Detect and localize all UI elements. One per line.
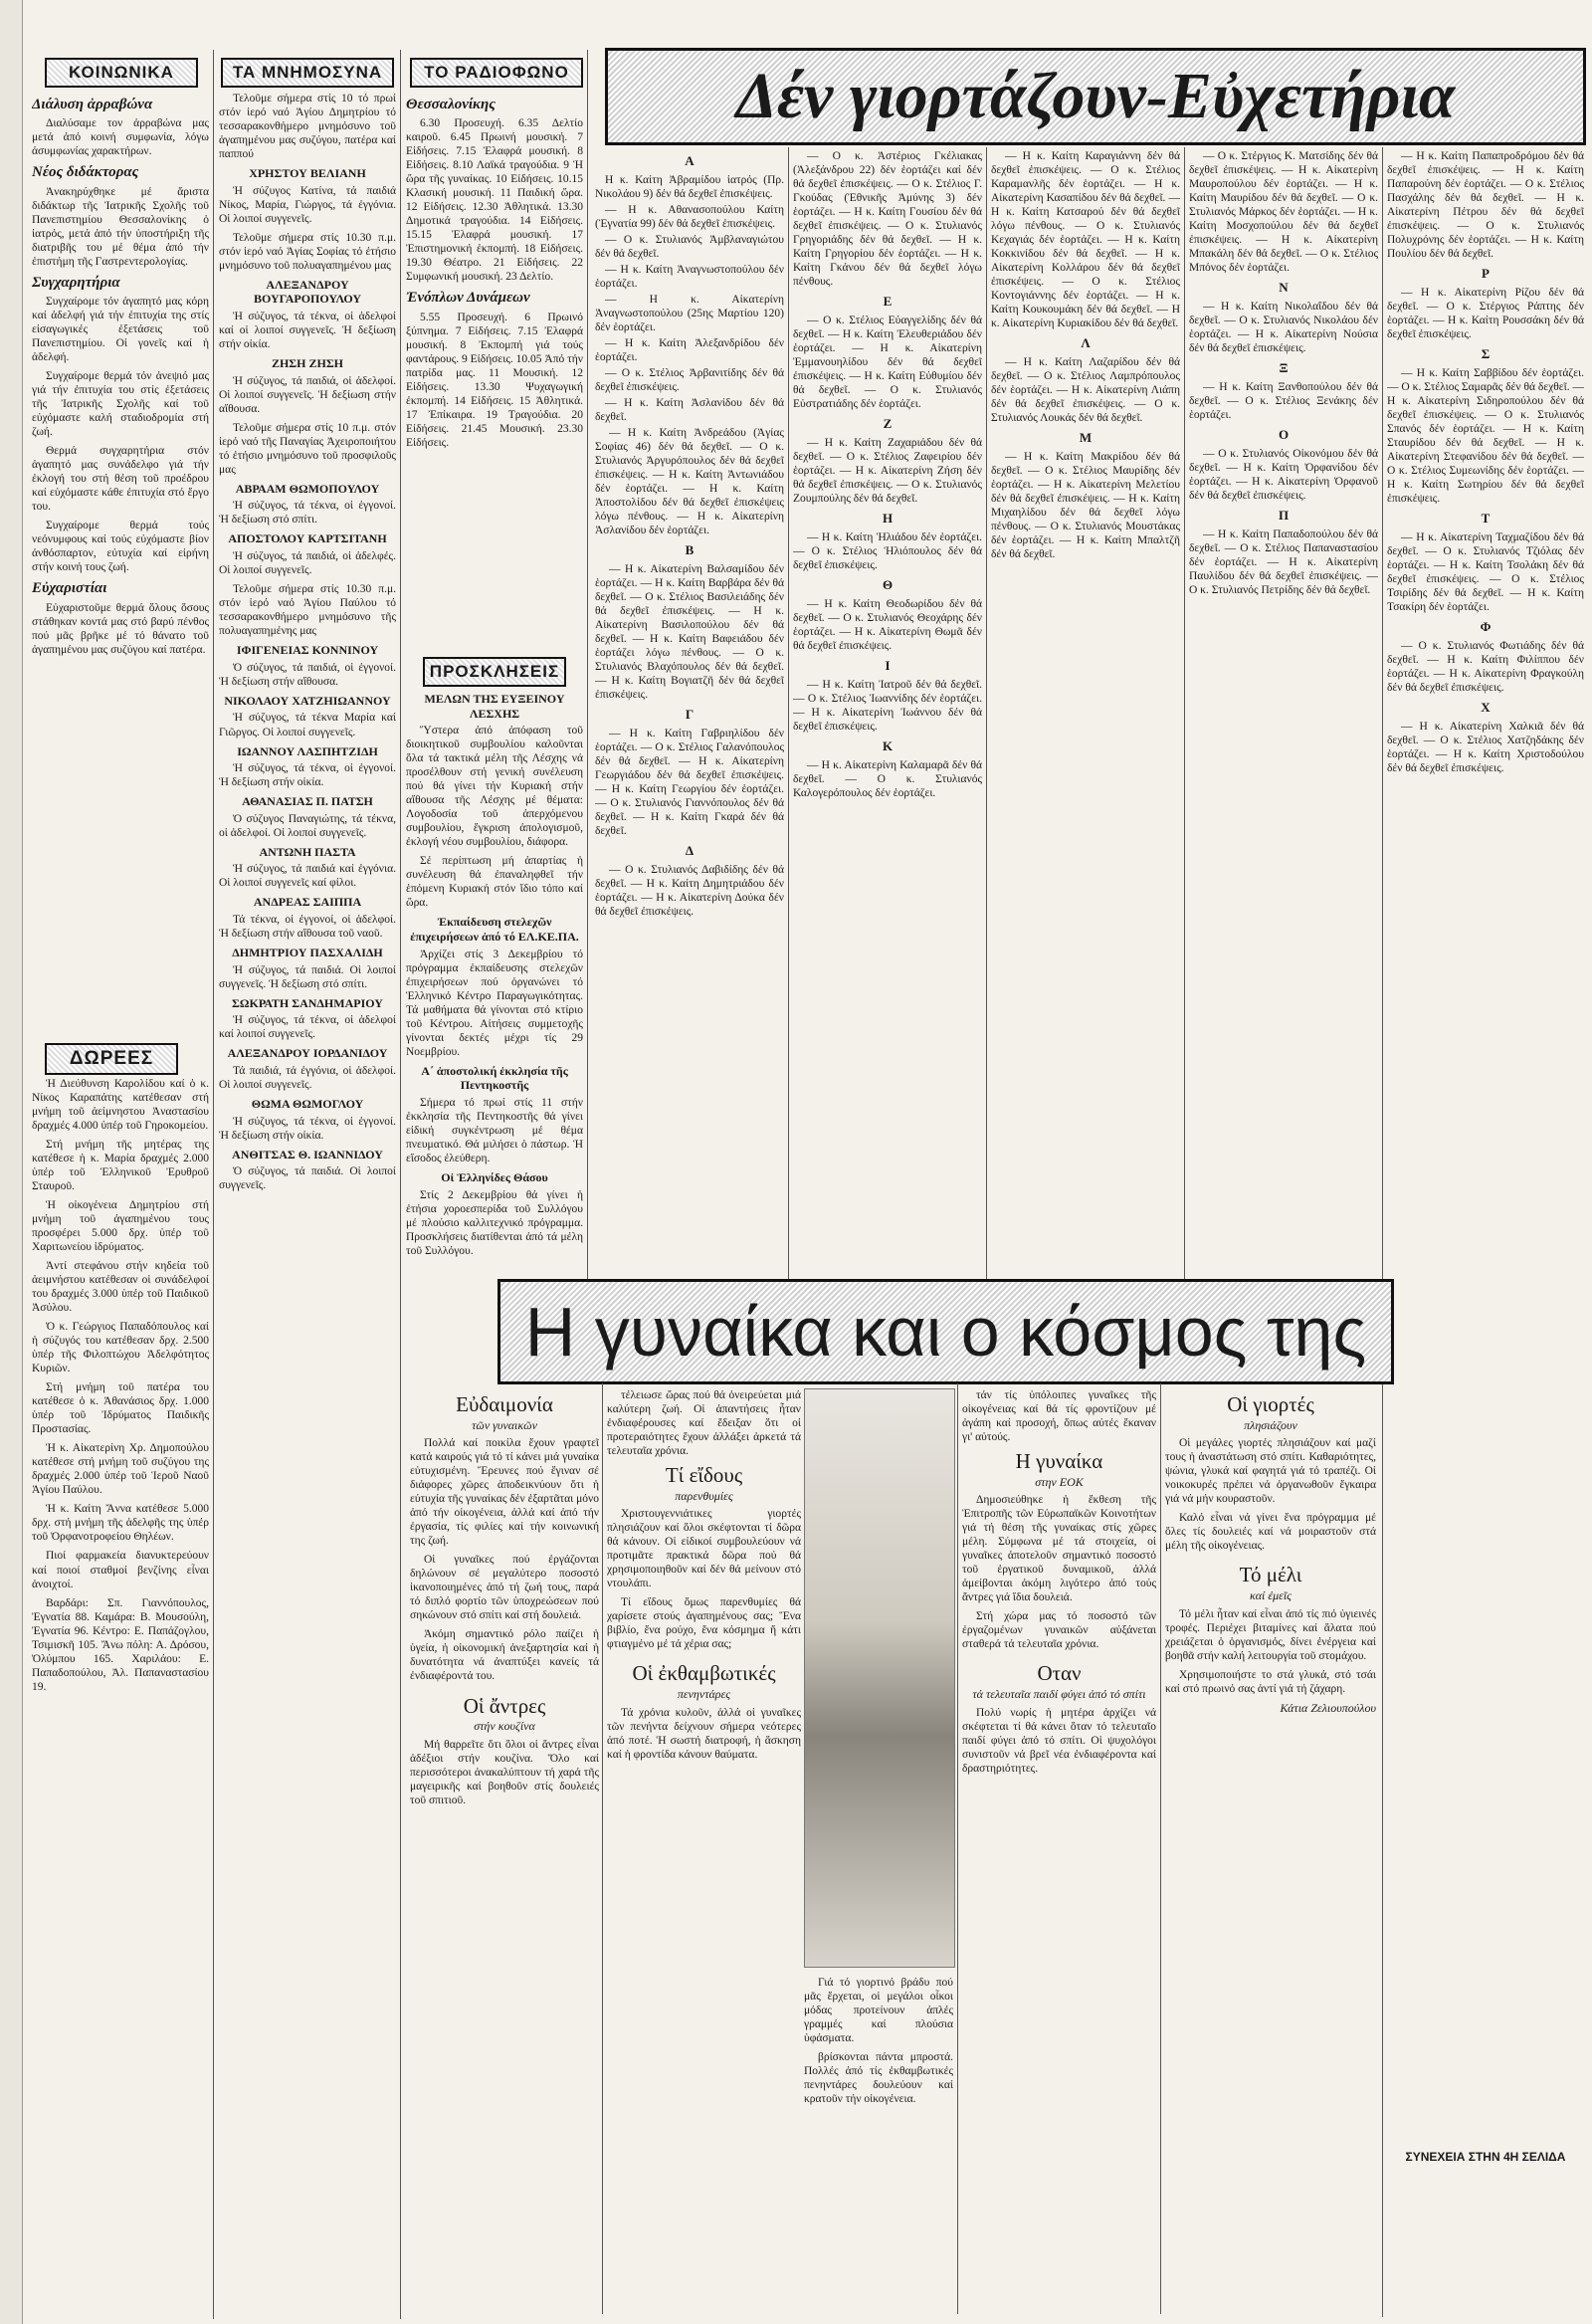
koinonika-sub-congrats: Συγχαρητήρια (32, 274, 120, 291)
letter-heading: Φ (1480, 619, 1492, 635)
women-column-4: τάν τίς ὑπόλοιπες γυναῖκες τῆς οἰκογένειας καί θά τίς φροντίζουν μέ ἀγάπη καί προσοχή, ὅπως αὐτές ἔκαναν γι' αὐτούς. Η γυναίκα στην ΕΟΚ Δημοσιεύθηκε ἡ ἔκθεση τῆς Ἐπιτροπῆς τῶν Εὐρωπαϊκῶν Κοινοτήτων γιά τή θέση τῆς γυναίκας στίς χῶρες μέλη. Σύμφωνα μέ τά στοιχεία, οἱ γυναῖκες ἀποτελοῦν σημαντικό ποσοστό τοῦ ἐργατικοῦ δυναμικοῦ, ἀλλά ἀμείβονται ἀκόμη λιγότερο ἀπό τούς ἄντρες γιά ἴδια δουλειά. Στή χώρα μας τό ποσοστό τῶν ἐργαζομένων γυναικῶν αὐξάνεται σταθερά τά τελευταῖα χρόνια. Οταν τά τελευταῖα παιδί φύγει ἀπό τό σπίτι Πολύ νωρίς ἡ μητέρα ἀρχίζει νά σκέφτεται τί θά κάνει ὅταν τό τελευταῖο παιδί φύγει ἀπό τό σπίτι. Οἱ ψυχολόγοι συνιστοῦν νά βρεῖ νέα ἐνδιαφέροντα καί δραστηριότητες. (962, 1389, 1156, 1775)
nameday-entry: Η κ. Καίτη Ἀβραμίδου ἰατρός (Πρ. Νικολάου 9) δέν θά δεχθεῖ ἐπισκέψεις. (595, 173, 784, 200)
mnimosyno-name-12: ΣΩΚΡΑΤΗ ΣΑΝΔΗΜΑΡΙΟΥ (232, 995, 383, 1010)
nameday-entry: — Ο κ. Στέλιος Ἀρβανιτίδης δέν θά δεχθεῖ ἐπισκέψεις. (595, 367, 784, 394)
nameday-entry: — Η κ. Αἰκατερίνη Ἀναγνωστοπούλου (25ης Μαρτίου 120) δέν ἑορτάζει. (595, 293, 784, 334)
prosklhseis-sub-1: ΜΕΛΩΝ ΤΗΣ ΕΥΞΕΙΝΟΥ ΛΕΣΧΗΣ (424, 692, 565, 721)
column-rule-2 (400, 50, 401, 2319)
nameday-entry: — Η κ. Καίτη Ἀλεξανδρίδου δέν ἑορτάζει. (595, 337, 784, 364)
letter-heading: Β (685, 542, 695, 558)
koinonika-sub-doctor: Νέος διδάκτορας (32, 164, 139, 181)
prosklhseis-column: ΜΕΛΩΝ ΤΗΣ ΕΥΞΕΙΝΟΥ ΛΕΣΧΗΣ Ὕστερα ἀπό ἀπόφαση τοῦ διοικητικοῦ συμβουλίου καλοῦνται ὅλα τά τακτικά μέλη τῆς Λέσχης νά προσέλθουν στή γενική συνέλευση πού θά γίνει τήν Κυριακή στήν αἴθουσα τῆς Λέσχης μέ θέματα: Λογοδοσία τοῦ ἀπερχόμενου συμβουλίου, ἔγκριση ἀπολογισμοῦ, ἐκλογή νέου συμβουλίου, διάφορα. Σέ περίπτωση μή ἀπαρτίας ἡ συνέλευση θά ἐπαναληφθεῖ τήν ἑπόμενη Κυριακή στόν ἴδιο τόπο καί ὥρα. Ἐκπαίδευση στελεχῶν ἐπιχειρήσεων ἀπό τό ΕΛ.ΚΕ.ΠΑ. Ἀρχίζει στίς 3 Δεκεμβρίου τό πρόγραμμα ἐκπαίδευσης στελεχῶν ἐπιχειρήσεων πού ὀργανώνει τό Ἑλληνικό Κέντρο Παραγωγικότητας. Τά μαθήματα θά γίνονται στό κτίριο τοῦ Κέντρου. Αἰτήσεις συμμετοχῆς γίνονται δεκτές μέχρι τίς 29 Νοεμβρίου. Α΄ ἀποστολική ἐκκλησία τῆς Πεντηκοστῆς Σήμερα τό πρωί στίς 11 στήν ἐκκλησία τῆς Πεντηκοστῆς θά γίνει εἰδική συγκέντρωση μέ θέμα πνευματικό. Θά μιλήσει ὁ πάστωρ. Ἡ εἴσοδος ἐλεύθερη. Οἱ Ἑλληνίδες Θάσου Στίς 2 Δεκεμβρίου θά γίνει ἡ ἐτήσια χοροεσπερίδα τοῦ Συλλόγου μέ πλούσιο καλλιτεχνικό πρόγραμμα. Προσκλήσεις διατίθενται ἀπό τά μέλη τοῦ Συλλόγου. (406, 692, 583, 1257)
mnimosyno-name-8: ΑΘΑΝΑΣΙΑΣ Π. ΠΑΤΣΗ (242, 794, 373, 809)
letter-heading: Λ (1081, 335, 1091, 351)
women-column-3: Γιά τό γιορτινό βράδυ πού μᾶς ἔρχεται, οἱ μεγάλοι οἶκοι μόδας προτείνουν ἀπλές γραμμές καί πλούσια ὑφάσματα. βρίσκονται πάντα μπροστά. Πολλές ἀπό τίς ἐκθαμβωτικές πενηντάρες δουλεύουν καί κρατοῦν τήν οἰκογένεια. (804, 1977, 953, 2106)
letter-heading: Η (882, 511, 894, 527)
nameday-entry: — Η κ. Καίτη Ἀσλανίδου δέν θά δεχθεῖ. (595, 397, 784, 424)
women-rule-2 (957, 1383, 958, 2314)
article-heading-men: Οἱ ἄντρες (463, 1693, 546, 1718)
section-header-dorees: ΔΩΡΕΕΣ (45, 1043, 178, 1075)
banner-names-day: Δέν γιορτάζουν-Εὐχετήρια (605, 48, 1586, 145)
nameday-column-3: — Η κ. Καίτη Καραγιάννη δέν θά δεχθεῖ ἐπισκέψεις. — Ο κ. Στέλιος Καραμανλῆς δέν ἑορτάζει. — Η κ. Αἰκατερίνη Κασαπίδου δέν θά δεχθεῖ. — Η κ. Καίτη Κατσαρού δέν θά δεχθεῖ λόγω πένθους. — Ο κ. Στυλιανός Κεχαγιάς δέν ἑορτάζει. — Η κ. Καίτη Κοκκινίδου δέν θά δεχθεῖ. — Η κ. Αἰκατερίνη Κολλάρου δέν θά δεχθεῖ ἐπισκέψεις. — Ο κ. Στέλιος Κοντογιάννης δέν ἑορτάζει. — Η κ. Καίτη Κουκουμάκη δέν θά δεχθεῖ. — Η κ. Αἰκατερίνη Κυριακίδου δέν θά δεχθεῖ. Λ — Η κ. Καίτη Λαζαρίδου δέν θά δεχθεῖ. — Ο κ. Στέλιος Λαμπρόπουλος δέν ἑορτάζει. — Η κ. Αἰκατερίνη Λιάπη δέν θά δεχθεῖ ἐπισκέψεις. — Ο κ. Στυλιανός Λουκάς δέν θά δεχθεῖ. Μ — Η κ. Καίτη Μακρίδου δέν θά δεχθεῖ. — Ο κ. Στέλιος Μαυρίδης δέν ἑορτάζει. — Η κ. Αἰκατερίνη Μελετίου δέν θά δεχθεῖ ἐπισκέψεις. — Η κ. Καίτη Μιχαηλίδου δέν θά δεχθεῖ λόγω πένθους. — Ο κ. Στυλιανός Μουστάκας δέν ἑορτάζει. — Η κ. Καίτη Μπαλτζῆ δέν θά δεχθεῖ. (991, 150, 1180, 561)
letter-heading: Ο (1278, 426, 1290, 442)
fashion-photo (804, 1388, 955, 1968)
letter-heading: Σ (1481, 346, 1491, 362)
article-signature: Κάτια Ζελιουπούλου (1280, 1700, 1376, 1715)
letter-heading: Ζ (883, 416, 893, 432)
women-column-1: Εὐδαιμονία τῶν γυναικῶν Πολλά καί ποικίλα ἔχουν γραφτεῖ κατά καιρούς γιά τό τί κάνει μιά γυναίκα εὐτυχισμένη. Ἔρευνες πού ἔγιναν σέ διάφορες χῶρες ἀποδεικνύουν ὅτι ἡ εὐτυχία τῆς γυναίκας δέν ἐξαρτᾶται μόνο ἀπό τήν οἰκογένεια, ἀλλά καί ἀπό τήν ἐργασία, τίς φιλίες καί τήν κοινωνική της ζωή. Οἱ γυναῖκες πού ἐργάζονται δηλώνουν σέ μεγαλύτερο ποσοστό ἱκανοποιημένες ἀπό τή ζωή τους, παρά τό διπλό φορτίο τῶν ὑποχρεώσεων πού σηκώνουν στό σπίτι καί στή δουλειά. Ἀκόμη σημαντικό ρόλο παίζει ἡ ὑγεία, ἡ οἰκονομική ἀνεξαρτησία καί ἡ δυνατότητα νά ἀναπτύξει κανείς τά ἐνδιαφέροντά του. Οἱ ἄντρες στήν κουζίνα Μή θαρρεῖτε ὅτι ὅλοι οἱ ἄντρες εἶναι ἀδέξιοι στήν κουζίνα. Ὅλο καί περισσότεροι ἀνακαλύπτουν τή χαρά τῆς μαγειρικῆς καί βοηθοῦν στίς δουλειές τοῦ σπιτιοῦ. (410, 1392, 599, 1806)
mnimosyno-name-4: ΑΠΟΣΤΟΛΟΥ ΚΑΡΤΣΙΤΑΝΗ (228, 531, 387, 546)
letter-heading: Α (685, 153, 695, 168)
mnimosyno-name-11: ΔΗΜΗΤΡΙΟΥ ΠΑΣΧΑΛΙΔΗ (232, 946, 383, 960)
letter-heading: Γ (685, 707, 695, 723)
continued-note: ΣΥΝΕΧΕΙΑ ΣΤΗΝ 4Η ΣΕΛΙΔΑ (1405, 2150, 1566, 2164)
article-heading-what-kind: Τί εἴδους (665, 1463, 743, 1488)
article-subheading-men: στήν κουζίνα (474, 1719, 535, 1734)
article-subheading-honey: καί ἐμεῖς (1249, 1587, 1293, 1602)
article-heading-fifties: Οἱ ἐκθαμβωτικές (632, 1661, 776, 1686)
letter-heading: Π (1278, 507, 1290, 523)
women-rule-1 (602, 1383, 603, 2314)
column-rule-6 (1184, 147, 1185, 1322)
nameday-entry: — Η κ. Αθανασοπούλου Καίτη (Ἐγνατία 99) δέν θά δεχθεῖ ἐπισκέψεις. (595, 203, 784, 230)
article-heading-holidays: Οἱ γιορτές (1227, 1392, 1314, 1416)
section-header-koinonika: ΚΟΙΝΩΝΙΚΑ (45, 58, 198, 88)
column-rule-3 (587, 50, 588, 1324)
article-heading-honey: Τό μέλι (1239, 1563, 1302, 1587)
koinonika-sub-thanks: Εὐχαριστίαι (32, 580, 107, 597)
article-subheading-fifties: πενηντάρες (677, 1687, 731, 1702)
radio-column: Θεσσαλονίκης 6.30 Προσευχή. 6.35 Δελτίο καιροῦ. 6.45 Πρωινή μουσική. 7 Εἰδήσεις. 7.15 Ἐλαφρά μουσική. 8 Εἰδήσεις. 8.10 Λαϊκά τραγούδια. 9 Ἡ ὥρα τῆς γυναίκας. 10 Εἰδήσεις. 10.15 Κλασική μουσική. 11 Παιδική ὥρα. 12 Εἰδήσεις. 12.30 Ἀθλητικά. 13.30 Δημοτικά τραγούδια. 14 Εἰδήσεις. 15.15 Ἐλαφρά μουσική. 17 Ἐπιστημονική ἐκπομπή. 18 Εἰδήσεις. 19.30 Θέατρο. 21 Εἰδήσεις. 22 Συμφωνική μουσική. 23 Δελτίο. Ἐνόπλων Δυνάμεων 5.55 Προσευχή. 6 Πρωινό ξύπνημα. 7 Εἰδήσεις. 7.15 Ἐλαφρά μουσική. 8 Ἐκπομπή γιά τούς φαντάρους. 9 Εἰδήσεις. 10.05 Ἀπό τήν πατρίδα μας. 11 Μουσική. 12 Εἰδήσεις. 13.30 Ψυχαγωγική ἐκπομπή. 14 Εἰδήσεις. 15 Ἀθλητικά. 17 Ἐπίκαιρα. 19 Τραγούδια. 20 Εἰδήσεις. 21.45 Μουσική. 23.30 Εἰδήσεις. (406, 97, 583, 449)
mnimosyno-name-2: ΖΗΣΗ ΖΗΣΗ (271, 356, 344, 371)
article-heading-when: Οταν (1037, 1661, 1082, 1686)
nameday-column-1: Α Η κ. Καίτη Ἀβραμίδου ἰατρός (Πρ. Νικολάου 9) δέν θά δεχθεῖ ἐπισκέψεις. — Η κ. Αθανασοπούλου Καίτη (Ἐγνατία 99) δέν θά δεχθεῖ ἐπισκέψεις. — Ο κ. Στυλιανός Ἀμβλαναγιώτου δέν θά δεχθεῖ. — Η κ. Καίτη Ἀναγνωστοπούλου δέν ἑορτάζει. — Η κ. Αἰκατερίνη Ἀναγνωστοπούλου (25ης Μαρτίου 120) δέν ἑορτάζει. — Η κ. Καίτη Ἀλεξανδρίδου δέν ἑορτάζει. — Ο κ. Στέλιος Ἀρβανιτίδης δέν θά δεχθεῖ ἐπισκέψεις. — Η κ. Καίτη Ἀσλανίδου δέν θά δεχθεῖ. — Η κ. Καίτη Ἀνδρεάδου (Ἀγίας Σοφίας 46) δέν θά δεχθεῖ. — Ο κ. Στυλιανός Ἀργυρόπουλος δέν θά δεχθεῖ ἐπισκέψεις. — Η κ. Καίτη Ἀντωνιάδου δέν ἑορτάζει. — Η κ. Καίτη Ἀποστολίδου δέν θά δεχθεῖ ἐπισκέψεις λόγω πένθους. — Η κ. Αἰκατερίνη Ἀσλανίδου δέν ἑορτάζει. Β — Η κ. Αἰκατερίνη Βαλσαμίδου δέν ἑορτάζει. — Η κ. Καίτη Βαρβάρα δέν θά δεχθεῖ. — Ο κ. Στέλιος Βασιλειάδης δέν θά δεχθεῖ ἐπισκέψεις. — Η κ. Αἰκατερίνη Βασιλοπούλου δέν θά δεχθεῖ. — Η κ. Καίτη Βαφειάδου δέν ἑορτάζει λόγω πένθους. — Ο κ. Στυλιανός Βλαχόπουλος δέν θά δεχθεῖ. — Η κ. Καίτη Βογιατζῆ δέν θά δεχθεῖ ἐπισκέψεις. Γ — Η κ. Καίτη Γαβριηλίδου δέν ἑορτάζει. — Ο κ. Στέλιος Γαλανόπουλος δέν θά δεχθεῖ. — Η κ. Αἰκατερίνη Γεωργιάδου δέν θά δεχθεῖ ἐπισκέψεις. — Η κ. Καίτη Γεωργίου δέν ἑορτάζει. — Ο κ. Στυλιανός Γιαννόπουλος δέν θά δεχθεῖ. — Η κ. Καίτη Γκαρά δέν θά δεχθεῖ. Δ — Ο κ. Στυλιανός Δαβιδίδης δέν θά δεχθεῖ. — Η κ. Καίτη Δημητριάδου δέν ἑορτάζει. — Η κ. Αἰκατερίνη Δούκα δέν θά δεχθεῖ ἐπισκέψεις. (595, 153, 784, 919)
mnimosyno-name-0: ΧΡΗΣΤΟΥ ΒΕΛΙΑΝΗ (249, 166, 366, 181)
mnimosyno-name-3: ΑΒΡΑΑΜ ΘΩΜΟΠΟΥΛΟΥ (235, 481, 380, 496)
section-header-prosklhseis: ΠΡΟΣΚΛΗΣΕΙΣ (423, 657, 566, 687)
koinonika-column: Διάλυση ἀρραβώνα Διαλύσαμε τον ἀρραβώνα μας μετά ἀπό κοινή συμφωνία, λόγω ἀσυμφωνίας χαρακτήρων. Νέος διδάκτορας Ἀνακηρύχθηκε μέ ἄριστα διδάκτωρ τῆς Ἰατρικῆς Σχολῆς τοῦ Πανεπιστημίου Θεσσαλονίκης ὁ ἰατρός, μετά ἀπό τήν ὑποστήριξη τῆς διατριβῆς του μέ θέμα ἀπό τήν ἐπιστήμη τῆς Γαστρεντερολογίας. Συγχαρητήρια Συγχαίρομε τόν ἀγαπητό μας κόρη καί ἀδελφή γιά τήν ἐπιτυχία της στίς εἰσαγωγικές ἐξετάσεις τοῦ Πανεπιστημίου. Οἱ γονεῖς καί ἡ ἀδελφή. Συγχαίρομε θερμά τόν ἀνεψιό μας γιά τήν ἐπιτυχία του στίς ἐξετάσεις τῆς Ἰατρικῆς Σχολῆς καί τοῦ εὐχόμαστε καλή σταδιοδρομία στή ζωή. Θερμά συγχαρητήρια στόν ἀγαπητό μας συνάδελφο γιά τήν ἐκλογή του στή θέση τοῦ προέδρου καί εὐχόμαστε κάθε ἐπιτυχία στό ἔργο του. Συγχαίρομε θερμά τούς νεόνυμφους καί τούς εὐχόμαστε βίον ἀνθόσπαρτον, εὐτυχία καί εἰρήνη στήν κοινή τους ζωή. Εὐχαριστίαι Εὐχαριστοῦμε θερμά ὅλους ὅσους στάθηκαν κοντά μας στό βαρύ πένθος πού μᾶς βρῆκε μέ τό θάνατο τοῦ ἀγαπημένου μας συζύγου καί πατέρα. (32, 97, 209, 656)
article-subheading-what-kind: παρενθυμίες (675, 1488, 733, 1503)
column-rule-4 (788, 147, 789, 1322)
nameday-entry: — Ο κ. Στυλιανός Ἀμβλαναγιώτου δέν θά δεχθεῖ. (595, 233, 784, 260)
prosklhseis-sub-2: Ἐκπαίδευση στελεχῶν ἐπιχειρήσεων ἀπό τό ΕΛ.ΚΕ.ΠΑ. (410, 915, 579, 945)
prosklhseis-sub-4: Οἱ Ἑλληνίδες Θάσου (441, 1170, 548, 1185)
koinonika-sub-engagement: Διάλυση ἀρραβώνα (32, 97, 153, 112)
radio-station-thessaloniki: Θεσσαλονίκης (406, 97, 496, 112)
section-header-radiofono: ΤΟ ΡΑΔΙΟΦΩΝΟ (410, 58, 583, 88)
column-rule-5 (986, 147, 987, 1322)
radio-station-armed-forces: Ἐνόπλων Δυνάμεων (406, 290, 530, 307)
women-column-5: Οἱ γιορτές πλησιάζουν Οἱ μεγάλες γιορτές πλησιάζουν καί μαζί τους ἡ ἀναστάτωση στό σπίτι. Καθαριότητες, ψώνια, γλυκά καί φαγητά γιά τό τραπέζι. Οἱ νοικοκυρές πρέπει νά ὀργανωθοῦν ἔγκαιρα γιά νά μήν κουραστοῦν. Καλό εἶναι νά γίνει ἕνα πρόγραμμα μέ ὅλες τίς δουλειές καί νά μοιραστοῦν στά μέλη τῆς οἰκογένειας. Τό μέλι καί ἐμεῖς Τό μέλι ἦταν καί εἶναι ἀπό τίς πιό ὑγιεινές τροφές. Περιέχει βιταμίνες καί ἄλατα πού χρειάζεται ὁ ὀργανισμός, δίνει ἐνέργεια καί βοηθᾶ στήν καλή λειτουργία τοῦ στομάχου. Χρησιμοποιήστε το στά γλυκά, στό τσάι καί στό πρωινό σας ἀντί γιά τή ζάχαρη. Κάτια Ζελιουπούλου (1165, 1392, 1376, 1715)
mnimosyna-column: Τελοῦμε σήμερα στίς 10 τό πρωί στόν ἱερό ναό Ἁγίου Δημητρίου τό τεσσαρακονθήμερο μνημόσυνο τοῦ ἀγαπημένου μας συζύγου, πατέρα καί παππού ΧΡΗΣΤΟΥ ΒΕΛΙΑΝΗ Ἡ σύζυγος Κατίνα, τά παιδιά Νίκος, Μαρία, Γιώργος, τά ἐγγόνια. Οἱ λοιποί συγγενεῖς. Τελοῦμε σήμερα στίς 10.30 π.μ. στόν ἱερό ναό Ἁγίας Σοφίας τό ἐτήσιο μνημόσυνο τοῦ πολυαγαπημένου μας ΑΛΕΞΑΝΔΡΟΥ ΒΟΥΓΑΡΟΠΟΥΛΟΥ Ἡ σύζυγος, τά τέκνα, οἱ ἀδελφοί καί οἱ λοιποί συγγενεῖς. Ἡ δεξίωση στήν οἰκία. ΖΗΣΗ ΖΗΣΗ Ἡ σύζυγος, τά παιδιά, οἱ ἀδελφοί. Οἱ λοιποί συγγενεῖς. Ἡ δεξίωση στήν αἴθουσα. Τελοῦμε σήμερα στίς 10 π.μ. στόν ἱερό ναό τῆς Παναγίας Ἀχειροποιήτου τό ἐτήσιο μνημόσυνο τοῦ προσφιλοῦς μας ΑΒΡΑΑΜ ΘΩΜΟΠΟΥΛΟΥ Ἡ σύζυγος, τά τέκνα, οἱ ἐγγονοί. Ἡ δεξίωση στό σπίτι. ΑΠΟΣΤΟΛΟΥ ΚΑΡΤΣΙΤΑΝΗ Ἡ σύζυγος, τά παιδιά, οἱ ἀδελφές. Οἱ λοιποί συγγενεῖς. Τελοῦμε σήμερα στίς 10.30 π.μ. στόν ἱερό ναό Ἁγίου Παύλου τό τεσσαρακονθήμερο μνημόσυνο τῆς πολυαγαπημένης μας ΙΦΙΓΕΝΕΙΑΣ ΚΟΝΝΙΝΟΥ Ὁ σύζυγος, τά παιδιά, οἱ ἐγγονοί. Ἡ δεξίωση στήν αἴθουσα. ΝΙΚΟΛΑΟΥ ΧΑΤΖΗΙΩΑΝΝΟΥ Ἡ σύζυγος, τά τέκνα Μαρία καί Γιῶργος. Οἱ λοιποί συγγενεῖς. ΙΩΑΝΝΟΥ ΛΑΣΠΗΤΖΙΔΗ Ἡ σύζυγος, τά τέκνα, οἱ ἐγγονοί. Ἡ δεξίωση στήν οἰκία. ΑΘΑΝΑΣΙΑΣ Π. ΠΑΤΣΗ Ὁ σύζυγος Παναγιώτης, τά τέκνα, οἱ ἀδελφοί. Οἱ λοιποί συγγενεῖς. ΑΝΤΩΝΗ ΠΑΣΤΑ Ἡ σύζυγος, τά παιδιά καί ἐγγόνια. Οἱ λοιποί συγγενεῖς καί φίλοι. ΑΝΔΡΕΑΣ ΣΑΙΠΠΑ Τά τέκνα, οἱ ἐγγονοί, οἱ ἀδελφοί. Ἡ δεξίωση στήν αἴθουσα τοῦ ναοῦ. ΔΗΜΗΤΡΙΟΥ ΠΑΣΧΑΛΙΔΗ Ἡ σύζυγος, τά παιδιά. Οἱ λοιποί συγγενεῖς. Ἡ δεξίωση στό σπίτι. ΣΩΚΡΑΤΗ ΣΑΝΔΗΜΑΡΙΟΥ Ἡ σύζυγος, τά τέκνα, οἱ ἀδελφοί καί λοιποί συγγενεῖς. ΑΛΕΞΑΝΔΡΟΥ ΙΟΡΔΑΝΙΔΟΥ Τά παιδιά, τά ἐγγόνια, οἱ ἀδελφοί. Οἱ λοιποί συγγενεῖς. ΘΩΜΑ ΘΩΜΟΓΛΟΥ Ἡ σύζυγος, τά τέκνα, οἱ ἐγγονοί. Ἡ δεξίωση στήν οἰκία. ΑΝΘΙΤΣΑΣ Θ. ΙΩΑΝΝΙΔΟΥ Ὁ σύζυγος, τά παιδιά. Οἱ λοιποί συγγενεῖς. (219, 93, 396, 1192)
mnimosyno-name-6: ΝΙΚΟΛΑΟΥ ΧΑΤΖΗΙΩΑΝΝΟΥ (224, 693, 391, 708)
letter-heading: Χ (1481, 699, 1491, 715)
article-subheading-holidays: πλησιάζουν (1244, 1417, 1297, 1432)
dorees-column: Ἡ Διεύθυνση Καρολίδου καί ὁ κ. Νίκος Καραπάτης κατέθεσαν στή μνήμη τοῦ ἀείμνηστου Ἀναστασίου δραχμές 4.000 ὑπέρ τοῦ Γηροκομείου. Στή μνήμη τῆς μητέρας της κατέθεσε ἡ κ. Μαρία δραχμές 2.000 ὑπέρ τοῦ Ἑλληνικοῦ Ἐρυθροῦ Σταυροῦ. Ἡ οἰκογένεια Δημητρίου στή μνήμη τοῦ ἀγαπημένου τους προσφέρει 5.000 δρχ. ὑπέρ τοῦ Χαριτωνείου ἱδρύματος. Ἀντί στεφάνου στήν κηδεία τοῦ ἀειμνήστου κατέθεσαν οἱ συνάδελφοί του δραχμές 3.000 ὑπέρ τοῦ Παιδικοῦ Ἀσύλου. Ὁ κ. Γεώργιος Παπαδόπουλος καί ἡ σύζυγός του κατέθεσαν δρχ. 2.500 ὑπέρ τῆς Φιλοπτώχου Ἀδελφότητος Κυριῶν. Στή μνήμη τοῦ πατέρα του κατέθεσε ὁ κ. Ἀθανάσιος δρχ. 1.000 ὑπέρ τοῦ Ἰδρύματος Παιδικῆς Προστασίας. Ἡ κ. Αἰκατερίνη Χρ. Δημοπούλου κατέθεσε στή μνήμη τοῦ συζύγου της δραχμές 2.000 ὑπέρ τοῦ Ἱεροῦ Ναοῦ Ἁγίου Παύλου. Ἡ κ. Καίτη Ἄννα κατέθεσε 5.000 δρχ. στή μνήμη τῆς ἀδελφῆς της ὑπέρ τοῦ Ὀρφανοτροφείου Θηλέων. Πιοί φαρμακεία διανυκτερεύουν καί ποιοί σταθμοί βενζίνης εἶναι ἀνοιχτοί. Βαρδάρι: Σπ. Γιαννόπουλος, Ἐγνατία 88. Καμάρα: Β. Μουσούλη, Ἐγνατία 96. Κέντρο: Ε. Παπάζογλου, Τσιμισκῆ 105. Ἄνω πόλη: Α. Δρόσου, Ὀλύμπου 165. Χαριλάου: Ε. Παπαδοπούλου, Ἀλ. Παπαναστασίου 19. (32, 1078, 209, 1693)
letter-heading: Θ (882, 576, 894, 592)
article-subheading-happiness: τῶν γυναικῶν (472, 1417, 537, 1432)
letter-heading: Ρ (1482, 266, 1490, 282)
mnimosyno-name-13: ΑΛΕΞΑΝΔΡΟΥ ΙΟΡΔΑΝΙΔΟΥ (227, 1046, 388, 1061)
letter-heading: Ν (1279, 280, 1289, 296)
letter-heading: Ι (885, 657, 891, 673)
letter-heading: Μ (1079, 430, 1093, 446)
letter-heading: Ξ (1279, 360, 1289, 376)
article-subheading-eec: στην ΕΟΚ (1035, 1474, 1084, 1489)
mnimosyno-name-14: ΘΩΜΑ ΘΩΜΟΓΛΟΥ (251, 1097, 364, 1112)
section-header-mnimosyna: ΤΑ ΜΝΗΜΟΣΥΝΑ (221, 58, 394, 88)
mnimosyno-name-1: ΑΛΕΞΑΝΔΡΟΥ ΒΟΥΓΑΡΟΠΟΥΛΟΥ (253, 277, 362, 307)
column-rule-1 (213, 50, 214, 2319)
mnimosyno-name-5: ΙΦΙΓΕΝΕΙΑΣ ΚΟΝΝΙΝΟΥ (236, 643, 379, 658)
mnimosyno-name-10: ΑΝΔΡΕΑΣ ΣΑΙΠΠΑ (253, 895, 362, 910)
letter-heading: Ε (883, 294, 893, 310)
nameday-column-4: — Ο κ. Στέργιος Κ. Ματσίδης δέν θά δεχθεῖ ἐπισκέψεις. — Η κ. Αἰκατερίνη Μαυροπούλου δέν ἑορτάζει. — Η κ. Καίτη Μαυρίδου δέν θά δεχθεῖ. — Ο κ. Στυλιανός Μάρκος δέν ἑορτάζει. — Η κ. Καίτη Μοσχοπούλου δέν θά δεχθεῖ ἐπισκέψεις. — Η κ. Αἰκατερίνη Μπακάλη δέν θά δεχθεῖ. — Ο κ. Στέλιος Μπόνος δέν ἑορτάζει. Ν — Η κ. Καίτη Νικολαΐδου δέν θά δεχθεῖ. — Ο κ. Στυλιανός Νικολάου δέν ἑορτάζει. — Η κ. Αἰκατερίνη Νούσια δέν θά δεχθεῖ ἐπισκέψεις. Ξ — Η κ. Καίτη Ξανθοπούλου δέν θά δεχθεῖ. — Ο κ. Στέλιος Ξενάκης δέν ἑορτάζει. Ο — Ο κ. Στυλιανός Οἰκονόμου δέν θά δεχθεῖ. — Η κ. Καίτη Ὀρφανίδου δέν ἑορτάζει. — Η κ. Αἰκατερίνη Ὀρφανοῦ δέν θά δεχθεῖ ἐπισκέψεις. Π — Η κ. Καίτη Παπαδοπούλου δέν θά δεχθεῖ. — Ο κ. Στέλιος Παπαναστασίου δέν ἑορτάζει. — Η κ. Αἰκατερίνη Παυλίδου δέν θά δεχθεῖ ἐπισκέψεις. — Ο κ. Στυλιανός Πετρίδης δέν θά δεχθεῖ. (1189, 150, 1378, 596)
article-subheading-when: τά τελευταῖα παιδί φύγει ἀπό τό σπίτι (972, 1687, 1146, 1702)
column-rule-7 (1382, 147, 1383, 2317)
banner-woman-world: Η γυναίκα και ο κόσμος της (498, 1279, 1394, 1384)
left-edge-strip (0, 0, 23, 2324)
mnimosyno-name-9: ΑΝΤΩΝΗ ΠΑΣΤΑ (259, 844, 356, 859)
nameday-column-2: — Ο κ. Ἀστέριος Γκέλιακας (Ἀλεξάνδρου 22) δέν ἑορτάζει καί δέν θά δεχθεῖ ἐπισκέψεις. — Ο κ. Στέλιος Γ. Γκούδας (Ἐθνικῆς Ἀμύνης 3) δέν ἑορτάζει. — Η κ. Καίτη Γουσίου δέν θά δεχθεῖ ἐπισκέψεις. — Ο κ. Στυλιανός Γρηγοριάδης δέν θά δεχθεῖ. — Η κ. Καίτη Γρηγορίου δέν ἑορτάζει. — Η κ. Καίτη Γκάνου δέν θά δεχθεῖ λόγω πένθους. Ε — Ο κ. Στέλιος Εὐαγγελίδης δέν θά δεχθεῖ. — Η κ. Καίτη Ἐλευθεριάδου δέν ἑορτάζει. — Η κ. Αἰκατερίνη Ἐμμανουηλίδου δέν θά δεχθεῖ ἐπισκέψεις. — Η κ. Καίτη Εὐθυμίου δέν θά δεχθεῖ. — Ο κ. Στυλιανός Εὐστρατιάδης δέν ἑορτάζει. Ζ — Η κ. Καίτη Ζαχαριάδου δέν θά δεχθεῖ. — Ο κ. Στέλιος Ζαφειρίου δέν ἑορτάζει. — Η κ. Αἰκατερίνη Ζήση δέν θά δεχθεῖ ἐπισκέψεις. — Ο κ. Στυλιανός Ζουμπούλης δέν θά δεχθεῖ. Η — Η κ. Καίτη Ἡλιάδου δέν ἑορτάζει. — Ο κ. Στέλιος Ἡλιόπουλος δέν θά δεχθεῖ ἐπισκέψεις. Θ — Η κ. Καίτη Θεοδωρίδου δέν θά δεχθεῖ. — Ο κ. Στυλιανός Θεοχάρης δέν ἑορτάζει. — Η κ. Αἰκατερίνη Θωμᾶ δέν θά δεχθεῖ ἐπισκέψεις. Ι — Η κ. Καίτη Ἰατροῦ δέν θά δεχθεῖ. — Ο κ. Στέλιος Ἰωαννίδης δέν ἑορτάζει. — Η κ. Αἰκατερίνη Ἰωάννου δέν θά δεχθεῖ ἐπισκέψεις. Κ — Η κ. Αἰκατερίνη Καλαμαρᾶ δέν θά δεχθεῖ. — Ο κ. Στυλιανός Καλογερόπουλος δέν ἑορτάζει. (793, 150, 982, 799)
prosklhseis-sub-3: Α΄ ἀποστολική ἐκκλησία τῆς Πεντηκοστῆς (421, 1063, 568, 1093)
article-heading-eec: Η γυναίκα (1015, 1449, 1103, 1474)
women-rule-3 (1160, 1383, 1161, 2314)
mnimosyno-name-15: ΑΝΘΙΤΣΑΣ Θ. ΙΩΑΝΝΙΔΟΥ (232, 1147, 383, 1162)
article-heading-happiness: Εὐδαιμονία (456, 1392, 553, 1416)
letter-heading: Δ (685, 843, 695, 859)
mnimosyno-name-7: ΙΩΑΝΝΟΥ ΛΑΣΠΗΤΖΙΔΗ (237, 743, 378, 758)
nameday-column-5: — Η κ. Καίτη Παπαπροδρόμου δέν θά δεχθεῖ ἐπισκέψεις. — Η κ. Καίτη Παπαρούνη δέν ἑορτάζει. — Ο κ. Στέλιος Πασχάλης δέν θά δεχθεῖ. — Η κ. Αἰκατερίνη Πέτρου δέν θά δεχθεῖ ἐπισκέψεις. — Ο κ. Στυλιανός Πολυχρόνης δέν ἑορτάζει. — Η κ. Καίτη Πουλίου δέν θά δεχθεῖ. Ρ — Η κ. Αἰκατερίνη Ρίζου δέν θά δεχθεῖ. — Ο κ. Στέργιος Ράπτης δέν ἑορτάζει. — Η κ. Καίτη Ρουσσάκη δέν θά δεχθεῖ ἐπισκέψεις. Σ — Η κ. Καίτη Σαββίδου δέν ἑορτάζει. — Ο κ. Στέλιος Σαμαρᾶς δέν θά δεχθεῖ. — Η κ. Αἰκατερίνη Σιδηροπούλου δέν θά δεχθεῖ ἐπισκέψεις. — Ο κ. Στυλιανός Σπανός δέν ἑορτάζει. — Η κ. Καίτη Σταυρίδου δέν θά δεχθεῖ. — Η κ. Αἰκατερίνη Στεφανίδου δέν θά δεχθεῖ. — Ο κ. Στέλιος Συμεωνίδης δέν ἑορτάζει. — Η κ. Καίτη Σωτηρίου δέν θά δεχθεῖ ἐπισκέψεις. Τ — Η κ. Αἰκατερίνη Ταχμαζίδου δέν θά δεχθεῖ. — Ο κ. Στυλιανός Τζιόλας δέν ἑορτάζει. — Η κ. Καίτη Τσολάκη δέν θά δεχθεῖ ἐπισκέψεις. — Ο κ. Στέλιος Τσιρίδης δέν θά δεχθεῖ. — Η κ. Καίτη Τσακίρη δέν ἑορτάζει. Φ — Ο κ. Στυλιανός Φωτιάδης δέν θά δεχθεῖ. — Η κ. Καίτη Φιλίππου δέν ἑορτάζει. — Η κ. Αἰκατερίνη Φραγκούλη δέν θά δεχθεῖ ἐπισκέψεις. Χ — Η κ. Αἰκατερίνη Χαλκιᾶ δέν θά δεχθεῖ. — Ο κ. Στέλιος Χατζηδάκης δέν ἑορτάζει. — Η κ. Καίτη Χριστοδούλου δέν θά δεχθεῖ ἐπισκέψεις. (1387, 150, 1584, 774)
letter-heading: Τ (1481, 511, 1491, 527)
women-column-2: τέλειωσε ὥρας πού θά ὀνειρεύεται μιά καλύτερη ζωή. Οἱ ἀπαντήσεις ἦταν ἐνδιαφέρουσες καί ἔδειξαν ὅτι οἱ προτεραιότητες ἔχουν ἀλλάξει ἀρκετά τά τελευταῖα χρόνια. Τί εἴδους παρενθυμίες Χριστουγεννιάτικες γιορτές πλησιάζουν καί ὅλοι σκέφτονται τί δῶρα θά κάνουν. Οἱ εἰδικοί συμβουλεύουν νά προτιμᾶτε πρακτικά δῶρα πού θά χρησιμοποιηθοῦν καί δέν θά μείνουν στό ντουλάπι. Τί εἴδους ὅμως παρενθυμίες θά χαρίσετε στούς ἀγαπημένους σας; Ἕνα βιβλίο, ἕνα ρούχο, ἕνα κόσμημα ἤ κάτι φτιαγμένο μέ τά χέρια σας; Οἱ ἐκθαμβωτικές πενηντάρες Τά χρόνια κυλοῦν, ἀλλά οἱ γυναῖκες τῶν πενήντα δείχνουν σήμερα νεότερες ἀπό ποτέ. Ἡ σωστή διατροφή, ἡ ἄσκηση καί ἡ φροντίδα κάνουν θαύματα. (607, 1389, 801, 1761)
letter-heading: Κ (882, 738, 894, 753)
nameday-entry: — Η κ. Καίτη Ἀναγνωστοπούλου δέν ἑορτάζει. (595, 263, 784, 290)
